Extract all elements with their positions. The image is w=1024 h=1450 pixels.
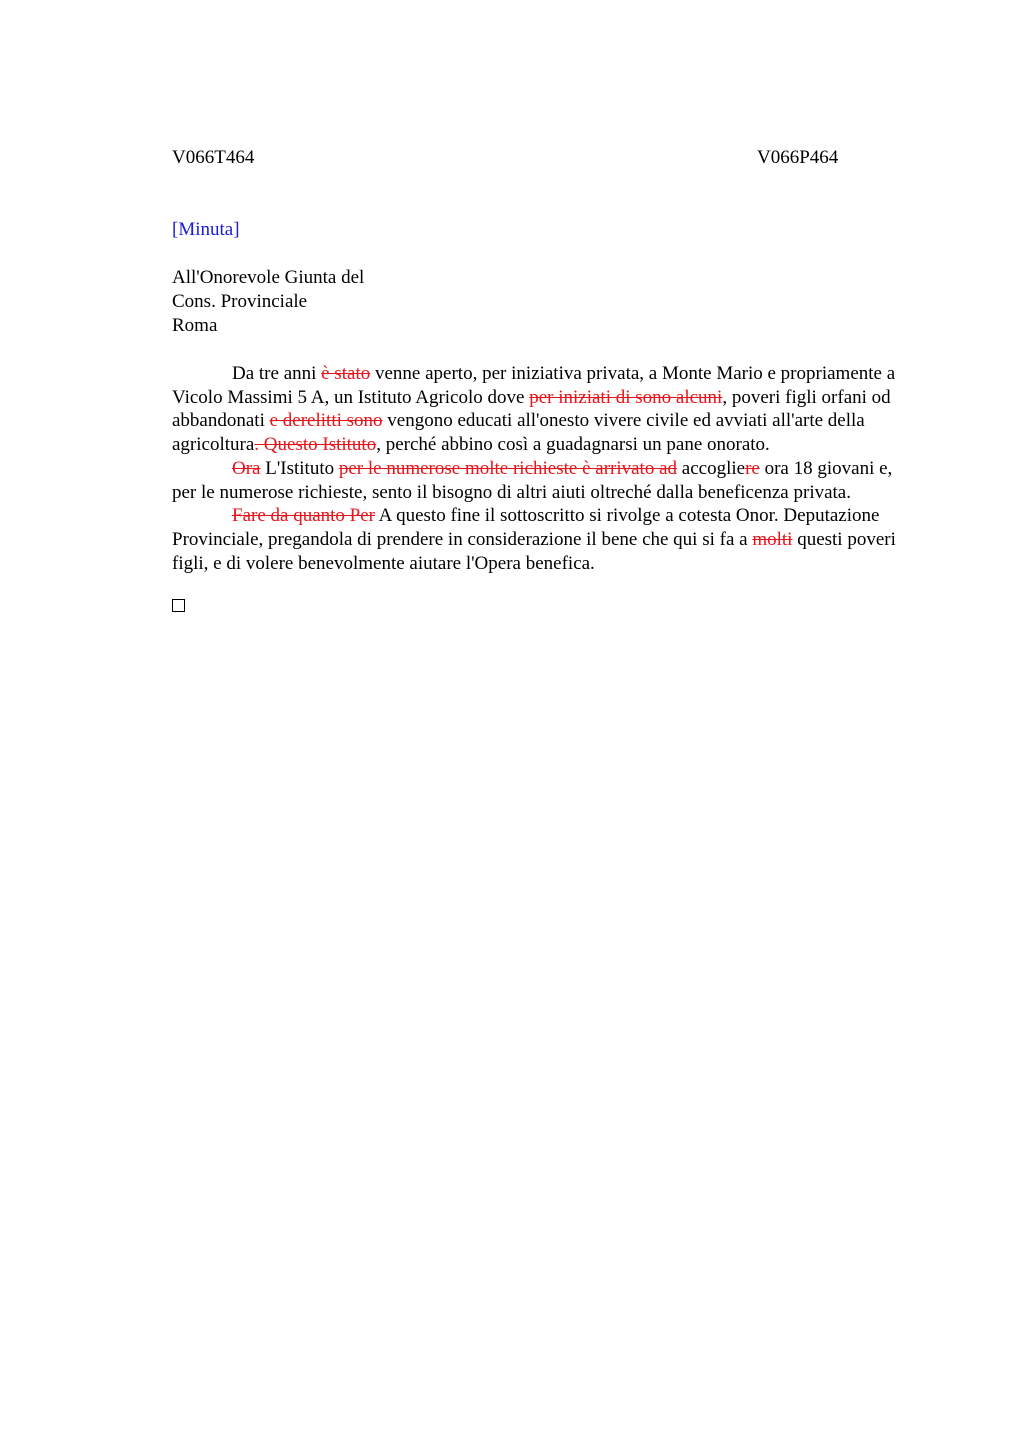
text-segment: , perché abbino così a guadagnarsi un pane onorato. [376, 434, 770, 456]
deleted-text: per iniziati di sono alcuni [529, 386, 723, 408]
deleted-text: . Questo Istituto [254, 434, 377, 456]
address-line-3: Roma [172, 315, 218, 336]
document-page [172, 146, 912, 612]
end-box-icon [172, 599, 185, 612]
address-block [172, 266, 912, 338]
address-line-2: Cons. Provinciale [172, 291, 308, 312]
document-header [172, 146, 912, 170]
deleted-text: molti [752, 528, 793, 550]
text-segment: venne aperto, per iniziativa privata, a Monte Mario e propriamente a Vicolo Massimi 5 A, un Istituto Agricolo dove [172, 363, 896, 408]
text-code: V066T464 [172, 147, 255, 168]
deleted-text: re [745, 457, 760, 479]
text-segment: accoglie [677, 457, 746, 479]
text-segment: A questo fine il sottoscritto si rivolge a cotesta Onor. Deputazione Provinciale, pregandola di prendere in considerazione il bene che qui si fa a [172, 505, 880, 550]
text-segment: L'Istituto [260, 457, 339, 479]
paragraph-1 [172, 362, 912, 457]
paragraph-3 [172, 504, 912, 575]
address-line-1: All'Onorevole Giunta del [172, 267, 365, 288]
deleted-text: Ora [232, 457, 261, 479]
deleted-text: è stato [321, 363, 371, 384]
deleted-text: Fare da quanto Per [232, 505, 375, 527]
deleted-text: e derelitti sono [269, 410, 383, 432]
text-segment: , poveri figli orfani od abbandonati [172, 386, 891, 432]
text-segment: questi poveri figli, e di volere benevolmente aiutare l'Opera benefica. [172, 528, 896, 574]
text-segment: ora 18 giovani e, per le numerose richieste, sento il bisogno di altri aiuti oltreché dalla beneficenza privata. [172, 457, 893, 503]
paragraph-2 [172, 457, 912, 504]
text-segment: vengono educati all'onesto vivere civile ed avviati all'arte della agricoltura [172, 410, 865, 456]
page-code: V066P464 [757, 147, 839, 168]
text-segment: Da tre anni [232, 363, 322, 384]
deleted-text: per le numerose molte richieste è arrivato ad [338, 457, 678, 479]
draft-label: [Minuta] [172, 219, 240, 240]
letter-body [172, 362, 912, 575]
